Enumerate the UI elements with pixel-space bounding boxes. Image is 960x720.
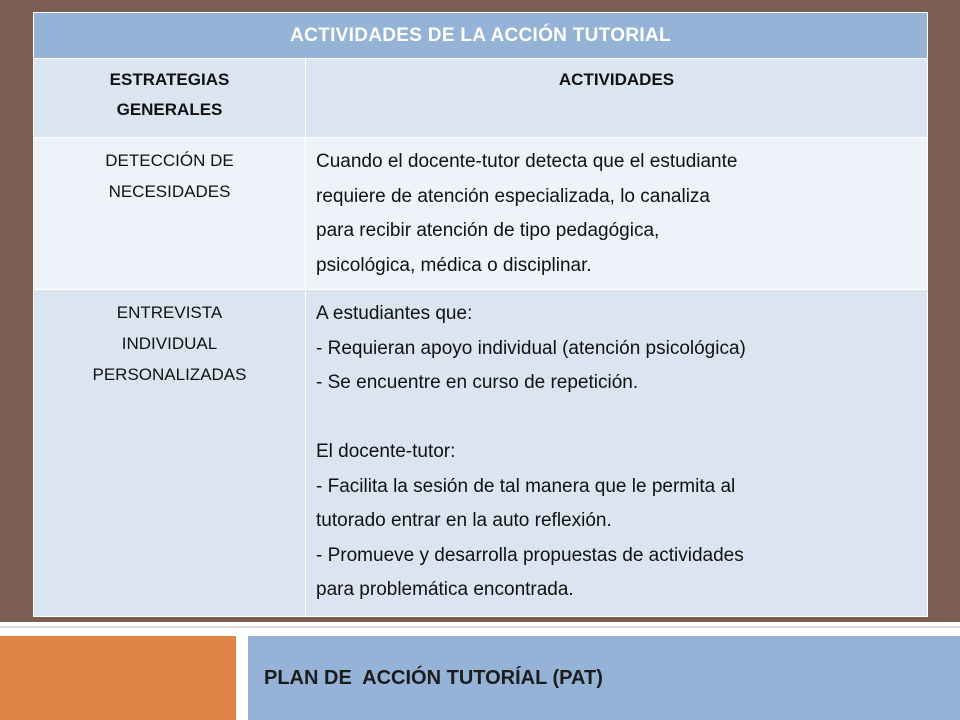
activity-line: requiere de atención especializada, lo canaliza [316,185,710,207]
header-strategies-line: ESTRATEGIAS [109,70,230,89]
strategy-line: PERSONALIZADAS [92,365,247,384]
activity-line: para problemática encontrada. [316,579,574,600]
activity-line: Cuando el docente-tutor detecta que el estudiante [316,151,738,172]
table-row [34,290,928,617]
table-title: ACTIVIDADES DE LA ACCIÓN TUTORIAL [34,13,928,59]
activity-line: tutorado entrar en la auto reflexión. [316,510,612,531]
activity-line: A estudiantes que: [316,303,473,324]
strategy-line: INDIVIDUAL [121,334,218,353]
strategy-cell [34,290,306,617]
activities-table [33,12,928,617]
strategy-line: DETECCIÓN DE [105,151,234,170]
activity-line: - Facilita la sesión de tal manera que le permita al [316,475,736,497]
activity-line: psicológica, médica o disciplinar. [316,254,592,276]
table-row [34,138,928,290]
footer-title: PLAN DE ACCIÓN TUTORÍAL (PAT) [264,666,603,689]
activity-cell [306,290,928,617]
footer-divider [0,626,960,628]
paragraph-gap [316,401,919,436]
header-strategies [34,59,306,138]
strategy-line: NECESIDADES [108,182,231,201]
strategy-line: ENTREVISTA [116,303,223,322]
strategy-cell [34,138,306,290]
activity-cell [306,138,928,290]
header-activities: ACTIVIDADES [306,59,928,138]
activity-line: - Promueve y desarrolla propuestas de actividades [316,544,744,566]
activity-line: - Se encuentre en curso de repetición. [316,372,639,393]
footer-title-bar [248,636,960,720]
activity-line: - Requieran apoyo individual (atención psicológica) [316,337,746,359]
footer-accent-block [0,636,236,720]
activity-line: El docente-tutor: [316,441,456,462]
activity-line: para recibir atención de tipo pedagógica, [316,220,660,241]
header-strategies-line: GENERALES [116,100,223,119]
